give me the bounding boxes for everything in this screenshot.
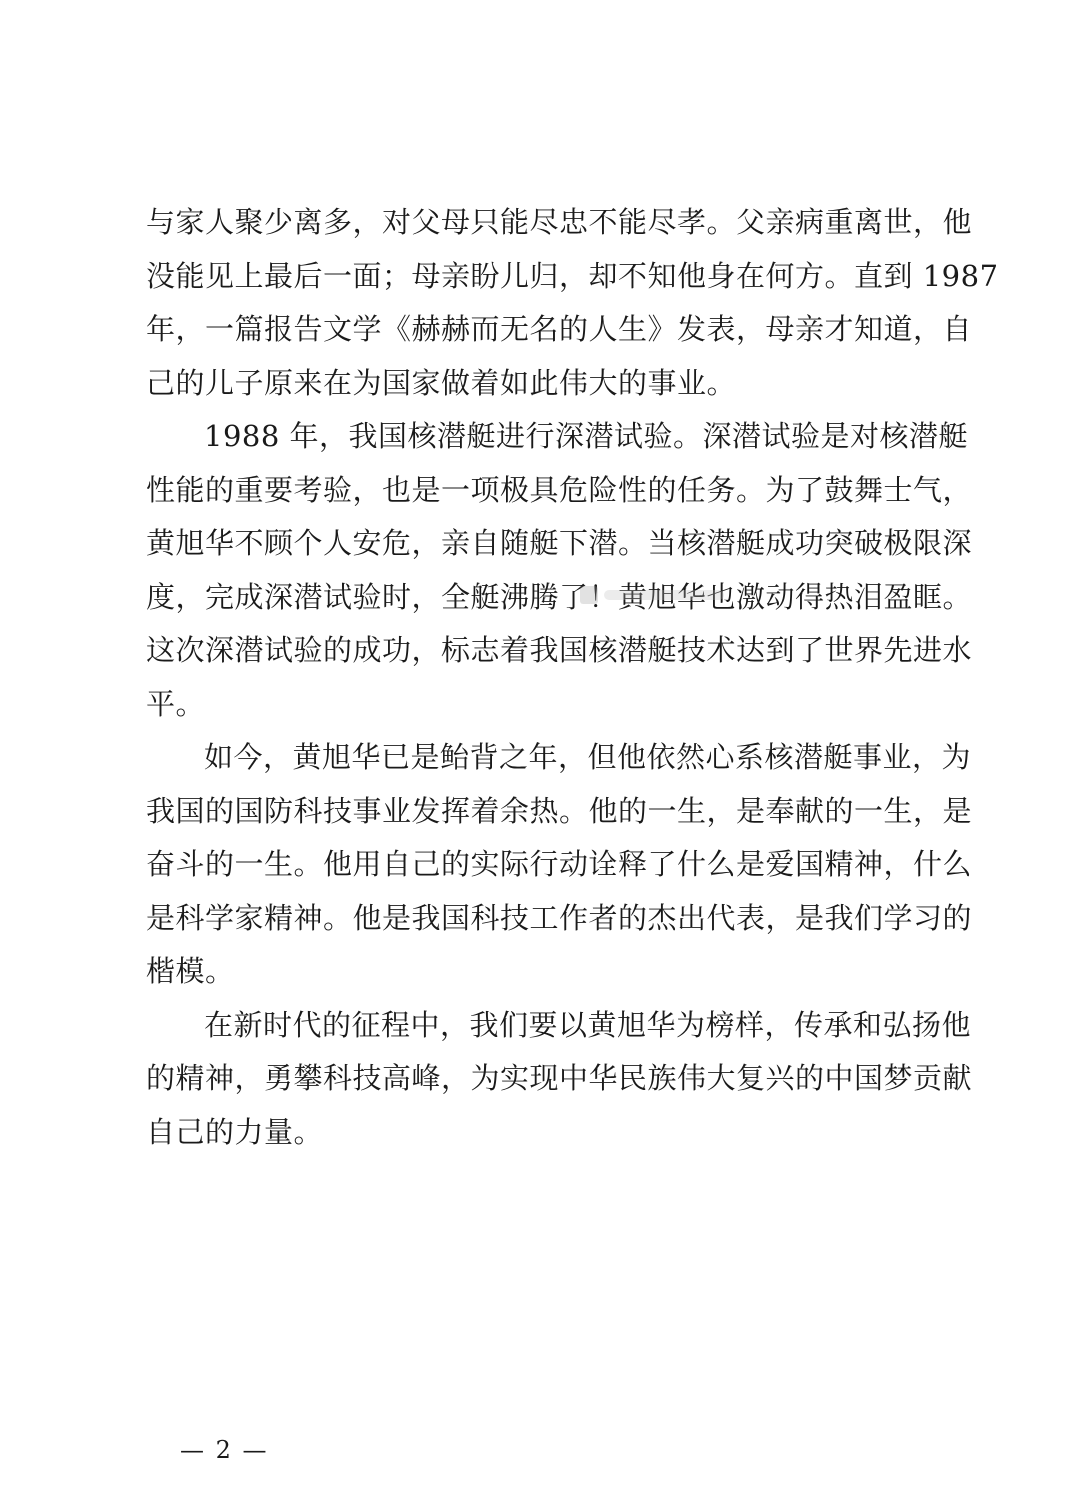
paragraph-2 bbox=[146, 410, 973, 731]
text-line: 1988 年，我国核潜艇进行深潜试验。深潜试验是对核潜艇 bbox=[204, 419, 969, 453]
text-line: 这次深潜试验的成功，标志着我国核潜艇技术达到了世界先进水 bbox=[146, 633, 973, 667]
text-line: 我国的国防科技事业发挥着余热。他的一生，是奉献的一生，是 bbox=[146, 793, 973, 828]
paragraph-4 bbox=[146, 999, 973, 1160]
page-number: — 2 — bbox=[180, 1436, 269, 1464]
text-line: 在新时代的征程中，我们要以黄旭华为榜样，传承和弘扬他 bbox=[204, 1007, 972, 1042]
text-line: 黄旭华不顾个人安危，亲自随艇下潜。当核潜艇成功突破极限深 bbox=[146, 526, 973, 560]
watermark-mark bbox=[578, 582, 728, 608]
text-line: 的精神，勇攀科技高峰，为实现中华民族伟大复兴的中国梦贡献 bbox=[146, 1061, 973, 1095]
paragraph-3 bbox=[146, 731, 973, 999]
text-line: 与家人聚少离多，对父母只能尽忠不能尽孝。父亲病重离世，他 bbox=[146, 205, 973, 239]
text-line: 没能见上最后一面；母亲盼儿归，却不知他身在何方。直到 1987 bbox=[146, 258, 999, 293]
text-line: 性能的重要考验，也是一项极具危险性的任务。为了鼓舞士气， bbox=[146, 472, 973, 507]
text-line: 自己的力量。 bbox=[146, 1114, 324, 1149]
text-line: 度，完成深潜试验时，全艇沸腾了！黄旭华也激动得热泪盈眶。 bbox=[146, 579, 973, 614]
body-text bbox=[146, 196, 999, 1159]
text-line: 是科学家精神。他是我国科技工作者的杰出代表，是我们学习的 bbox=[146, 900, 973, 935]
text-line: 奋斗的一生。他用自己的实际行动诠释了什么是爱国精神，什么 bbox=[146, 847, 973, 881]
text-line: 如今，黄旭华已是鲐背之年，但他依然心系核潜艇事业，为 bbox=[204, 740, 972, 774]
text-line: 平。 bbox=[146, 686, 206, 721]
paragraph-1 bbox=[146, 196, 999, 410]
text-line: 楷模。 bbox=[146, 954, 235, 988]
text-line: 年，一篇报告文学《赫赫而无名的人生》发表，母亲才知道，自 bbox=[146, 312, 973, 346]
text-line: 己的儿子原来在为国家做着如此伟大的事业。 bbox=[146, 365, 737, 400]
